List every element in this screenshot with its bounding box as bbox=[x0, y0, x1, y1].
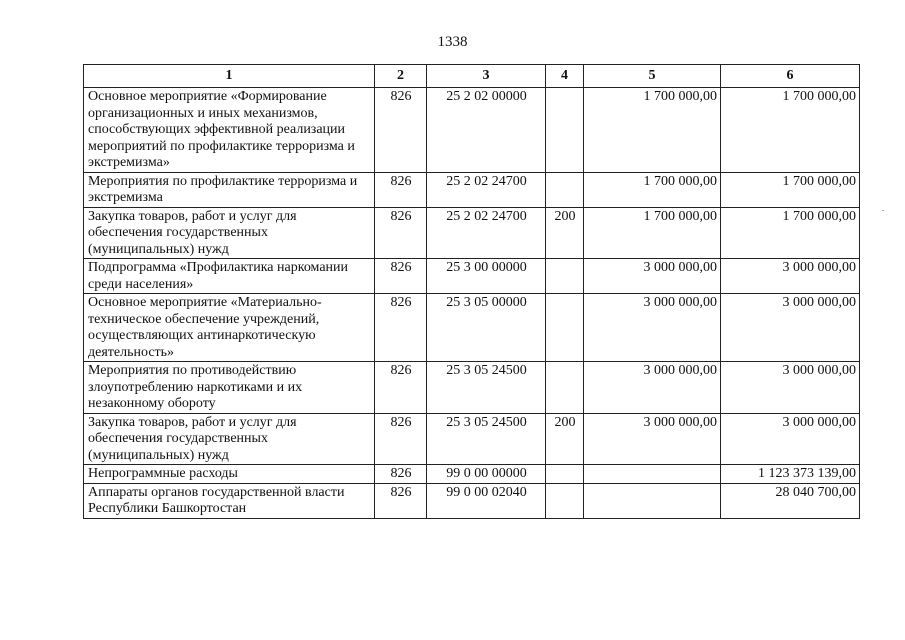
header-col-4: 4 bbox=[546, 65, 584, 88]
row-expense-type bbox=[546, 172, 584, 207]
table-row bbox=[84, 483, 860, 518]
row-amount-5: 3 000 000,00 bbox=[584, 362, 721, 414]
table-row bbox=[84, 88, 860, 173]
row-amount-6: 3 000 000,00 bbox=[721, 362, 860, 414]
row-amount-5: 3 000 000,00 bbox=[584, 259, 721, 294]
table-header bbox=[84, 65, 860, 88]
row-expense-type bbox=[546, 294, 584, 362]
table-body bbox=[84, 88, 860, 519]
row-target: 25 3 05 24500 bbox=[427, 413, 546, 465]
row-name: Аппараты органов государственной власти Республики Башкортостан bbox=[84, 483, 375, 518]
page-number: 1338 bbox=[437, 34, 468, 50]
row-code: 826 bbox=[375, 88, 427, 173]
row-expense-type bbox=[546, 88, 584, 173]
row-expense-type: 200 bbox=[546, 413, 584, 465]
row-name: Мероприятия по противодействию злоупотреблению наркотиками и их незаконному обороту bbox=[84, 362, 375, 414]
row-amount-6: 28 040 700,00 bbox=[721, 483, 860, 518]
budget-table bbox=[83, 64, 860, 519]
row-amount-5: 1 700 000,00 bbox=[584, 88, 721, 173]
row-target: 99 0 00 02040 bbox=[427, 483, 546, 518]
table-row bbox=[84, 207, 860, 259]
row-amount-6: 3 000 000,00 bbox=[721, 413, 860, 465]
row-amount-6: 3 000 000,00 bbox=[721, 259, 860, 294]
table-row bbox=[84, 413, 860, 465]
row-amount-5 bbox=[584, 483, 721, 518]
table-row bbox=[84, 172, 860, 207]
row-amount-6: 1 700 000,00 bbox=[721, 207, 860, 259]
row-amount-6: 1 700 000,00 bbox=[721, 88, 860, 173]
row-code: 826 bbox=[375, 207, 427, 259]
table-row bbox=[84, 294, 860, 362]
table-row bbox=[84, 362, 860, 414]
row-amount-6: 3 000 000,00 bbox=[721, 294, 860, 362]
row-expense-type bbox=[546, 259, 584, 294]
row-expense-type: 200 bbox=[546, 207, 584, 259]
row-name: Основное мероприятие «Формирование организационных и иных механизмов, способствующих эффективной реализации мероприятий по профилактике терроризма и экстремизма» bbox=[84, 88, 375, 173]
row-expense-type bbox=[546, 465, 584, 484]
scan-speck bbox=[882, 210, 884, 211]
row-name: Основное мероприятие «Материально-техническое обеспечение учреждений, осуществляющих антинаркотическую деятельность» bbox=[84, 294, 375, 362]
header-col-3: 3 bbox=[427, 65, 546, 88]
table-row bbox=[84, 259, 860, 294]
row-target: 99 0 00 00000 bbox=[427, 465, 546, 484]
row-name: Непрограммные расходы bbox=[84, 465, 375, 484]
table-row bbox=[84, 465, 860, 484]
row-name: Мероприятия по профилактике терроризма и экстремизма bbox=[84, 172, 375, 207]
row-code: 826 bbox=[375, 483, 427, 518]
row-amount-5: 1 700 000,00 bbox=[584, 207, 721, 259]
row-name: Подпрограмма «Профилактика наркомании среди населения» bbox=[84, 259, 375, 294]
header-col-1: 1 bbox=[84, 65, 375, 88]
header-row bbox=[84, 65, 860, 88]
row-amount-6: 1 700 000,00 bbox=[721, 172, 860, 207]
row-code: 826 bbox=[375, 259, 427, 294]
row-code: 826 bbox=[375, 413, 427, 465]
row-amount-6: 1 123 373 139,00 bbox=[721, 465, 860, 484]
row-target: 25 2 02 24700 bbox=[427, 172, 546, 207]
row-amount-5: 3 000 000,00 bbox=[584, 294, 721, 362]
row-target: 25 2 02 24700 bbox=[427, 207, 546, 259]
row-target: 25 3 00 00000 bbox=[427, 259, 546, 294]
row-code: 826 bbox=[375, 465, 427, 484]
row-expense-type bbox=[546, 362, 584, 414]
row-target: 25 3 05 00000 bbox=[427, 294, 546, 362]
row-code: 826 bbox=[375, 362, 427, 414]
row-code: 826 bbox=[375, 172, 427, 207]
row-amount-5 bbox=[584, 465, 721, 484]
row-expense-type bbox=[546, 483, 584, 518]
header-col-5: 5 bbox=[584, 65, 721, 88]
row-code: 826 bbox=[375, 294, 427, 362]
row-amount-5: 3 000 000,00 bbox=[584, 413, 721, 465]
row-amount-5: 1 700 000,00 bbox=[584, 172, 721, 207]
header-col-6: 6 bbox=[721, 65, 860, 88]
header-col-2: 2 bbox=[375, 65, 427, 88]
row-target: 25 3 05 24500 bbox=[427, 362, 546, 414]
row-name: Закупка товаров, работ и услуг для обеспечения государственных (муниципальных) нужд bbox=[84, 413, 375, 465]
row-target: 25 2 02 00000 bbox=[427, 88, 546, 173]
row-name: Закупка товаров, работ и услуг для обеспечения государственных (муниципальных) нужд bbox=[84, 207, 375, 259]
